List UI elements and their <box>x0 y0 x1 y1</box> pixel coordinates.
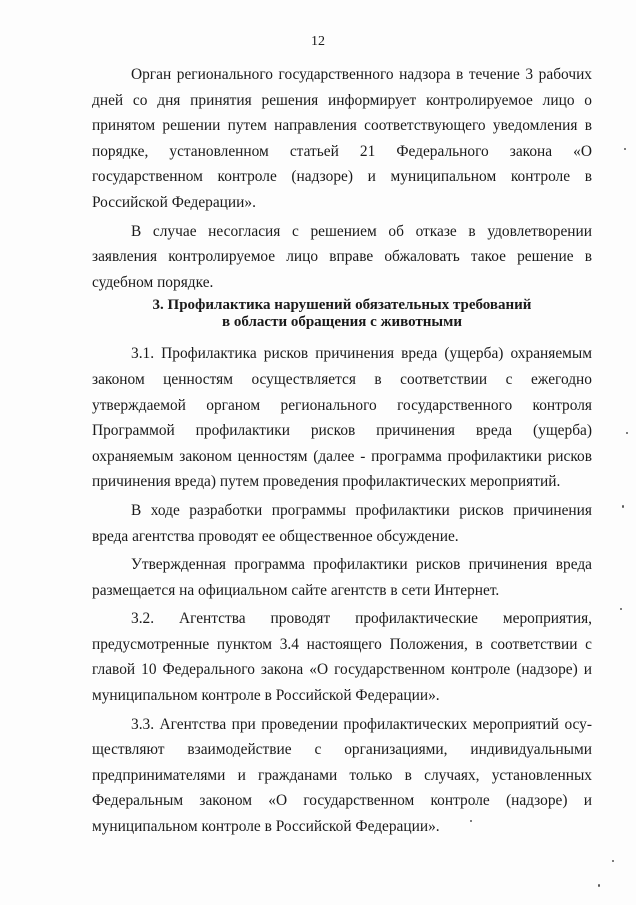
section-heading <box>92 297 592 341</box>
paragraph-3-3: 3.3. Агентства при проведении профилактических мероприятий осуществляют взаимодействие с организациями, индивидуальными предпринимателями и гражданами только в случаях, установленных Федеральным законом «О государственном контроле (надзоре) и муниципальном контроле в Российской Федерации». <box>92 715 592 836</box>
scan-speck <box>612 860 614 862</box>
section-heading-line-1: 3. Профилактика нарушений обязательных требований <box>152 297 532 314</box>
scan-speck <box>598 884 600 887</box>
paragraph-appeal: В случае несогласия с решением об отказе в удовлетворении заявления контролируемое лицо вправе обжаловать такое решение в судебном порядке. <box>92 222 592 291</box>
section-heading-line-2: в области обращения с животными <box>222 314 462 331</box>
paragraph-program-publication: Утвержденная программа профилактики рисков причинения вреда размещается на официальном сайте агентств в сети Интернет. <box>92 556 592 599</box>
paragraph-program-discussion: В ходе разработки программы профилактики рисков причинения вреда агентства проводят ее общественное обсуждение. <box>92 501 592 545</box>
scan-speck <box>626 432 628 434</box>
paragraph-3-1: 3.1. Профилактика рисков причинения вреда (ущерба) охраняемым законом ценностям осуществляется в соответствии с ежегодно утверждаемой органом регионального государственного контроля Программой профилактики рисков причинения вреда (ущерба) охраняемым законом ценностям (далее - программа профилактики рисков причинения вреда) путем проведения профилактических мероприятий. <box>92 345 592 491</box>
scan-speck <box>622 505 624 508</box>
scan-speck <box>620 608 622 610</box>
document-body <box>92 62 592 843</box>
paragraph-notification: Орган регионального государственного надзора в течение 3 рабочих дней со дня принятия решения информирует контролируемое лицо о принятом решении путем направления соответствующего уведомления в порядке, установленном статьей 21 Федерального закона «О государственном контроле (надзоре) и муниципальном контроле в Российской Федерации». <box>92 66 592 211</box>
scan-speck <box>624 148 626 150</box>
scan-speck <box>470 820 472 822</box>
page-number: 12 <box>311 34 325 49</box>
paragraph-3-2: 3.2. Агентства проводят профилактические мероприятия, предусмотренные пунктом 3.4 настоящего Положения, в соответствии с главой 10 Федерального закона «О государственном контроле (надзоре) и муниципальном контроле в Российской Федерации». <box>92 610 592 705</box>
